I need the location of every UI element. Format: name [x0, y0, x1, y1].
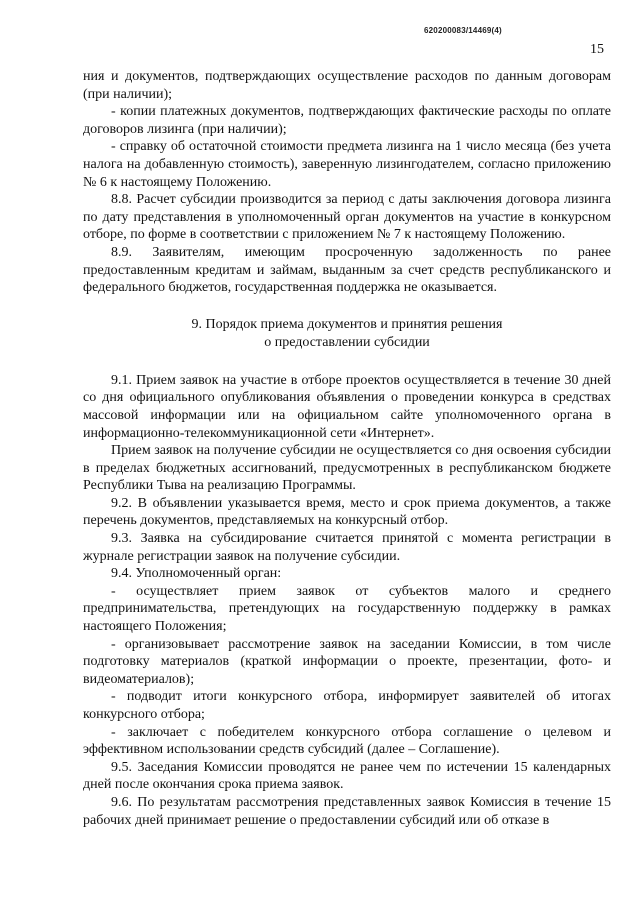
paragraph: - организовывает рассмотрение заявок на заседании Комиссии, в том числе подготовку материалов (краткой информации о проекте, презентации, фото- и видеоматериалов);: [83, 636, 611, 687]
paragraph: 9.5. Заседания Комиссии проводятся не ранее чем по истечении 15 календарных дней после окончания срока приема заявок.: [83, 759, 611, 793]
paragraph: - осуществляет прием заявок от субъектов малого и среднего предпринимательства, претендующих на государственную поддержку в рамках настоящего Положения;: [83, 583, 611, 635]
paragraph: 9.6. По результатам рассмотрения представленных заявок Комиссия в течение 15 рабочих дней принимает решение о предоставлении субсидий или об отказе в: [83, 794, 611, 828]
section-heading-line1: 9. Порядок приема документов и принятия решения: [191, 316, 503, 332]
paragraph: 9.2. В объявлении указывается время, место и срок приема документов, а также перечень документов, представляемых на конкурсный отбор.: [83, 495, 611, 529]
paragraph: 9.1. Прием заявок на участие в отборе проектов осуществляется в течение 30 дней со дня официального опубликования объявления о проведении конкурса в средствах массовой информации или на официальном сайте уполномоченного органа в информационно-телекоммуникационной сети «Интернет».: [83, 372, 611, 441]
document-body: [83, 68, 611, 829]
paragraph: - копии платежных документов, подтверждающих фактические расходы по оплате договоров лизинга (при наличии);: [83, 104, 611, 137]
paragraph: 8.9. Заявителям, имеющим просроченную задолженность по ранее предоставленным кредитам и займам, выданным за счет средств республиканского и федерального бюджетов, государственная поддержка не оказывается.: [83, 244, 611, 296]
paragraphs-after-heading: [83, 372, 611, 829]
paragraph: ния и документов, подтверждающих осуществление расходов по данным договорам (при наличии);: [83, 69, 611, 102]
paragraph: 8.8. Расчет субсидии производится за период с даты заключения договора лизинга по дату представления в уполномоченный орган документов на участие в конкурсном отборе, по форме в соответствии с приложением № 7 к настоящему Положению.: [83, 192, 611, 243]
paragraph: Прием заявок на получение субсидии не осуществляется со дня освоения субсидии в пределах бюджетных ассигнований, предусмотренных в республиканском бюджете Республики Тыва на реализацию Программы.: [83, 443, 611, 494]
paragraph: 9.3. Заявка на субсидирование считается принятой с момента регистрации в журнале регистрации заявок на получение субсидии.: [83, 531, 611, 564]
document-id: 620200083/14469(4): [424, 26, 502, 35]
section-heading-line2: о предоставлении субсидии: [264, 334, 430, 350]
page-number: 15: [590, 42, 604, 57]
paragraph: - заключает с победителем конкурсного отбора соглашение о целевом и эффективном использовании средств субсидий (далее – Соглашение).: [83, 724, 611, 758]
paragraph: 9.4. Уполномоченный орган:: [111, 566, 282, 582]
paragraph: - справку об остаточной стоимости предмета лизинга на 1 число месяца (без учета налога на добавленную стоимость), заверенную лизингодателем, согласно приложению № 6 к настоящему Положению.: [83, 139, 611, 190]
paragraphs-before-heading: [83, 68, 611, 297]
section-heading: [83, 316, 611, 352]
paragraph: - подводит итоги конкурсного отбора, информирует заявителей об итогах конкурсного отбора;: [83, 689, 611, 722]
